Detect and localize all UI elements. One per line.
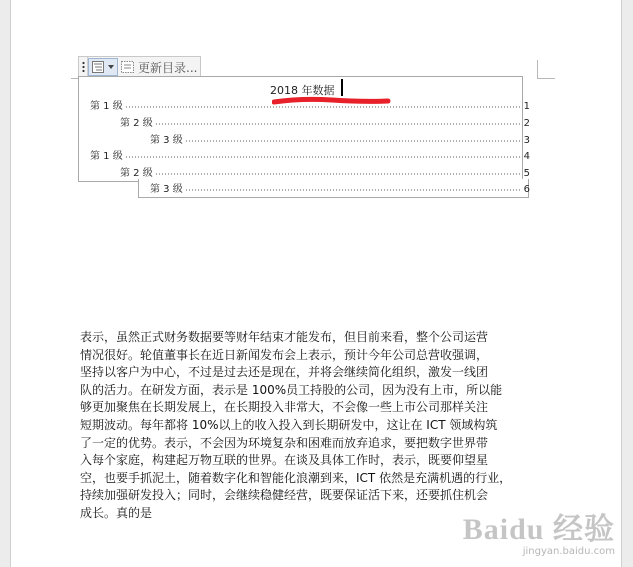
baidu-jingyan-watermark xyxy=(463,504,615,557)
toc-entry[interactable] xyxy=(150,130,530,146)
toc-leader-dots xyxy=(125,155,522,159)
toc-control-toolbar xyxy=(78,56,201,77)
toc-leader-dots xyxy=(155,122,522,126)
toc-leader-dots xyxy=(185,139,522,143)
paragraph-line: 够更加聚焦在长期发展上，在长期投入非常大，不会像一些上市公司那样关注 xyxy=(80,400,489,415)
paragraph-line: 了一定的优势。表示，不会因为环境复杂和困难而放弃追求，要把数字世界带 xyxy=(80,435,489,450)
update-toc-label: 更新目录... xyxy=(138,60,198,75)
chevron-down-icon xyxy=(108,65,114,69)
paragraph-line: 队的活力。在研发方面，表示是 100%员工持股的公司，因为没有上市，所以能 xyxy=(80,382,503,397)
update-toc-button[interactable] xyxy=(118,58,200,76)
paragraph-line: 坚持以客户为中心，不过是过去还是现在，并将会继续简化组织，激发一线团 xyxy=(80,365,489,380)
toc-leader-dots xyxy=(185,188,522,192)
toc-entry-label: 第 3 级 xyxy=(150,184,183,195)
toc-entry[interactable] xyxy=(120,113,530,129)
toc-entry[interactable] xyxy=(90,96,530,112)
toc-entry-label: 第 2 级 xyxy=(120,118,153,129)
toc-entry-page: 1 xyxy=(523,101,530,112)
crop-mark-right-vertical xyxy=(537,60,538,78)
toc-entry-label: 第 3 级 xyxy=(150,135,183,146)
text-cursor xyxy=(341,79,343,96)
toc-entry[interactable] xyxy=(150,179,530,195)
paragraph-line: 表示，虽然正式财务数据要等财年结束才能发布，但目前来看，整个公司运营 xyxy=(80,330,489,344)
paragraph-line: 入每个家庭，构建起万物互联的世界。在谈及具体工作时，表示，既要仰望星 xyxy=(80,453,489,468)
watermark-url: jingyan.baidu.com xyxy=(522,546,615,557)
toc-entry-page: 2 xyxy=(523,118,530,129)
toc-menu-button[interactable] xyxy=(88,58,118,76)
paragraph-line: 持续加强研发投入；同时，会继续稳健经营，既要保证活下来，还要抓住机会 xyxy=(80,488,489,503)
toc-entry[interactable] xyxy=(120,163,530,179)
toc-entry-label: 第 2 级 xyxy=(120,168,153,179)
paragraph-line: 成长。真的是 xyxy=(80,505,153,520)
toc-entry-page: 5 xyxy=(523,168,530,179)
toc-leader-dots xyxy=(155,172,522,176)
body-paragraph[interactable] xyxy=(80,329,540,523)
toc-entry-label: 第 1 级 xyxy=(90,101,123,112)
refresh-toc-icon xyxy=(121,61,135,73)
watermark-logo: Baidu 经验 xyxy=(462,513,615,546)
crop-mark-right xyxy=(537,78,555,79)
paragraph-line: 空，也要手抓泥土，随着数字化和智能化浪潮到来，ICT 依然是充满机遇的行业， xyxy=(80,470,512,485)
toc-entry[interactable] xyxy=(90,146,530,162)
toc-leader-dots xyxy=(125,105,522,109)
toc-entry-page: 4 xyxy=(523,151,530,162)
table-of-contents-icon xyxy=(92,61,106,73)
toc-entry-page: 3 xyxy=(523,135,530,146)
toc-title[interactable]: 2018 年数据 xyxy=(270,84,335,97)
paragraph-line: 短期波动。每年都将 10%以上的收入投入到长期研发中，这让在 ICT 领域构筑 xyxy=(80,417,498,432)
drag-handle-icon[interactable] xyxy=(79,57,88,77)
toc-entry-page: 6 xyxy=(523,184,530,195)
paragraph-line: 情况很好。轮值董事长在近日新闻发布会上表示，预计今年公司总营收强调， xyxy=(80,347,489,362)
toc-entry-label: 第 1 级 xyxy=(90,151,123,162)
